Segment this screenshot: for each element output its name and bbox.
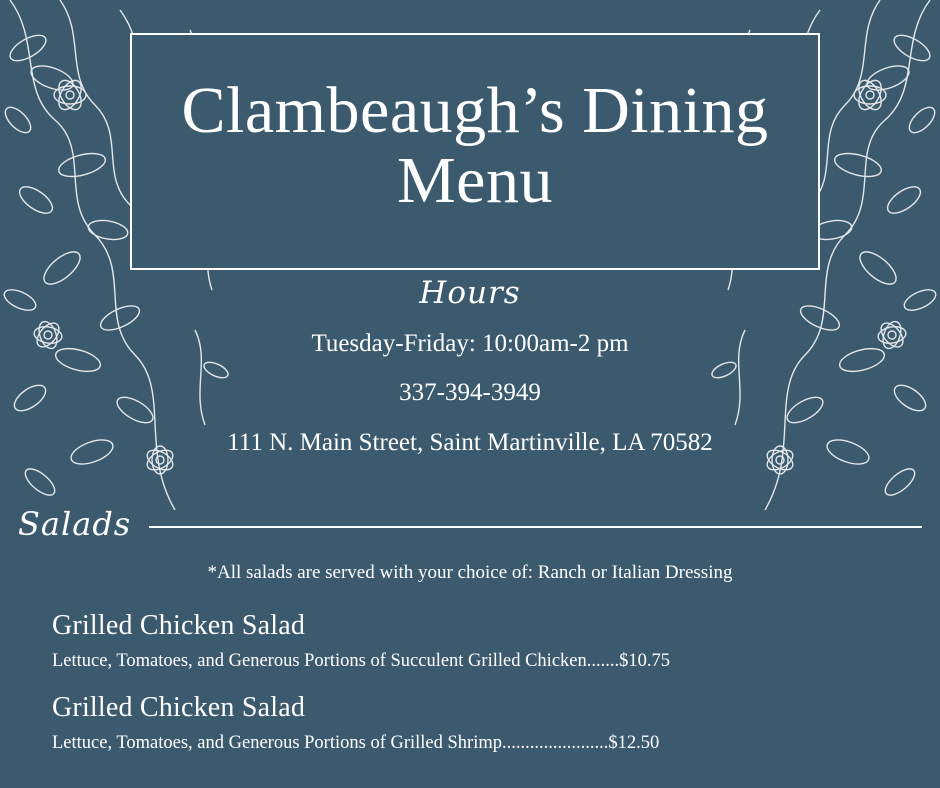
hours-section <box>0 276 940 457</box>
menu-item-name: Grilled Chicken Salad <box>52 691 306 723</box>
menu-item <box>52 690 922 756</box>
salads-item-list <box>52 608 922 772</box>
page-title: Clambeaugh’s Dining Menu <box>181 74 769 217</box>
salads-heading: Salads <box>18 505 132 543</box>
hours-heading: Hours <box>419 275 521 311</box>
menu-item-description: Lettuce, Tomatoes, and Generous Portions of Grilled Shrimp.......................$12.50 <box>52 732 660 753</box>
section-divider <box>149 526 922 528</box>
menu-title-box <box>130 33 820 270</box>
menu-item-description: Lettuce, Tomatoes, and Generous Portions of Succulent Grilled Chicken.......$10.75 <box>52 651 670 671</box>
salads-section-header <box>18 505 922 543</box>
menu-item <box>52 608 922 674</box>
hours-schedule: Tuesday-Friday: 10:00am-2 pm <box>311 330 629 358</box>
phone-number: 337-394-3949 <box>399 378 541 406</box>
address: 111 N. Main Street, Saint Martinville, LA 70582 <box>227 428 713 456</box>
salads-note: *All salads are served with your choice of: Ranch or Italian Dressing <box>207 562 733 583</box>
menu-item-name: Grilled Chicken Salad <box>52 610 306 641</box>
